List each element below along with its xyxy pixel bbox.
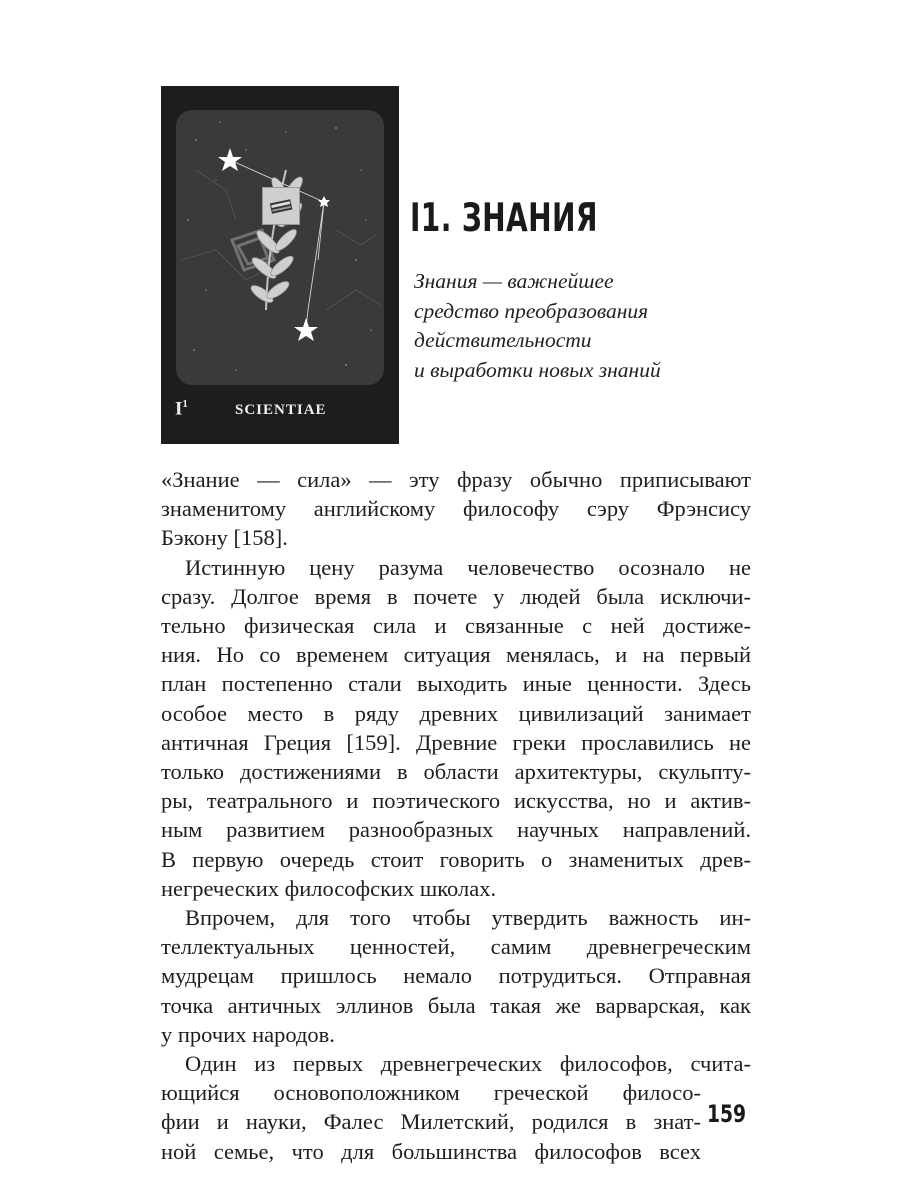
body-line: только достижениями в области архитектуры, скульпту- [161, 759, 751, 785]
body-line: ющийся основоположником греческой филосо- [161, 1080, 701, 1106]
epigraph-line: Знания — важнейшее [414, 269, 614, 293]
body-line: ным развитием разнообразных научных направлений. [161, 817, 751, 843]
body-line: фии и науки, Фалес Милетский, родился в знат- [161, 1109, 701, 1135]
body-line: ния. Но со временем ситуация менялась, и на первый [161, 642, 751, 668]
body-line: знаменитому английскому философу сэру Фрэнсису [161, 496, 751, 522]
body-line: ры, театрального и поэтического искусства, но и актив- [161, 788, 751, 814]
body-line: точка античных эллинов была такая же варварская, как [161, 992, 751, 1018]
body-line: теллектуальных ценностей, самим древнегреческим [161, 934, 751, 960]
epigraph [414, 267, 734, 385]
body-line: Впрочем, для того чтобы утвердить важность ин- [185, 905, 751, 931]
body-line: ной семье, что для большинства философов всех [161, 1138, 701, 1164]
card-name: SCIENTIAE [235, 402, 327, 418]
body-line: сразу. Долгое время в почете у людей была исключи- [161, 583, 751, 609]
body-line: тельно физическая сила и связанные с ней достиже- [161, 613, 751, 639]
chapter-title: I1. ЗНАНИЯ [410, 196, 598, 241]
page-number: 159 [707, 1100, 747, 1128]
epigraph-line: и выработки новых знаний [414, 357, 661, 382]
constellation-olive-branch-illustration [176, 110, 384, 385]
epigraph-line: средство преобразования [414, 298, 649, 323]
body-line: «Знание — сила» — эту фразу обычно приписывают [161, 467, 751, 492]
body-line: Бэкону [158]. [161, 525, 288, 551]
card-illustration [176, 110, 384, 385]
body-line: античная Греция [159]. Древние греки прославились не [161, 729, 751, 755]
body-line: Один из первых древнегреческих философов, счита- [185, 1051, 751, 1077]
body-line: негреческих философских школах. [161, 875, 497, 901]
card-numeral: $I^1$ [175, 398, 188, 420]
epigraph-line: действительности [414, 328, 592, 352]
body-text [161, 465, 751, 1166]
book-icon [262, 187, 300, 225]
body-line: мудрецам пришлось немало потрудиться. Отправная [161, 963, 751, 989]
tarot-card [161, 86, 399, 444]
body-line: особое место в ряду древних цивилизаций занимает [161, 700, 751, 726]
body-line: у прочих народов. [161, 1021, 335, 1047]
body-line: В первую очередь стоит говорить о знаменитых древ- [161, 846, 751, 872]
body-line: план постепенно стали выходить иные ценности. Здесь [161, 671, 751, 697]
body-line: Истинную цену разума человечество осознало не [185, 554, 751, 580]
